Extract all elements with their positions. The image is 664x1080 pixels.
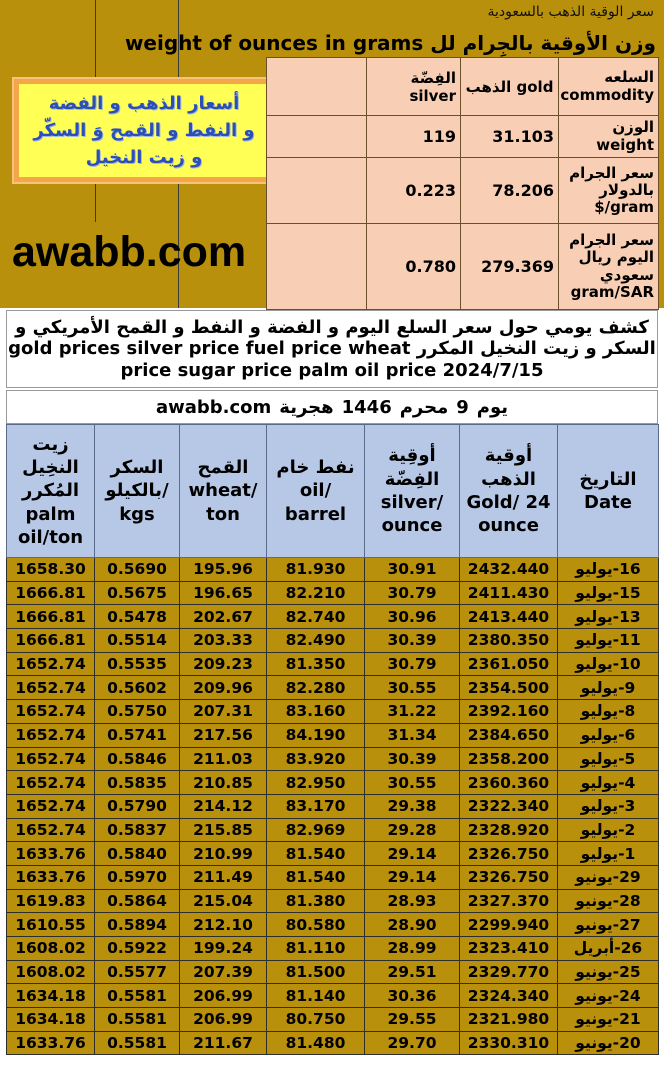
date-cell: 29-يونيو <box>558 865 659 889</box>
palm-oil-cell: 1608.02 <box>7 937 95 961</box>
wheat-cell: 215.85 <box>180 818 267 842</box>
sugar-cell: 0.5602 <box>95 676 180 700</box>
silver-weight: 119 <box>367 116 461 158</box>
oil-cell: 82.740 <box>267 605 365 629</box>
sugar-cell: 0.5581 <box>95 1031 180 1055</box>
date-cell: 13-يوليو <box>558 605 659 629</box>
silver-usd-gram: 0.223 <box>367 158 461 224</box>
sugar-cell: 0.5922 <box>95 937 180 961</box>
silver-cell: 30.91 <box>365 558 460 582</box>
oil-cell: 83.160 <box>267 700 365 724</box>
silver-header: أوقِية الفِضّة silver/ ounce <box>365 425 460 558</box>
oil-cell: 81.540 <box>267 842 365 866</box>
silver-cell: 30.79 <box>365 652 460 676</box>
oil-cell: 81.500 <box>267 960 365 984</box>
oil-cell: 82.969 <box>267 818 365 842</box>
table-row <box>7 984 659 1008</box>
hijri-month: محرم <box>399 396 449 418</box>
table-row <box>7 1031 659 1055</box>
oil-cell: 82.280 <box>267 676 365 700</box>
table-row <box>7 889 659 913</box>
table-row <box>7 818 659 842</box>
palm-oil-cell: 1666.81 <box>7 629 95 653</box>
sugar-cell: 0.5750 <box>95 700 180 724</box>
gold-sar-gram: 279.369 <box>461 224 559 310</box>
silver-cell: 28.93 <box>365 889 460 913</box>
date-cell: 25-يونيو <box>558 960 659 984</box>
date-cell: 28-يونيو <box>558 889 659 913</box>
wheat-cell: 206.99 <box>180 984 267 1008</box>
oil-cell: 83.920 <box>267 747 365 771</box>
date-cell: 15-يوليو <box>558 581 659 605</box>
gold-header: أوقية الذهب Gold/ 24 ounce <box>460 425 558 558</box>
oil-cell: 81.380 <box>267 889 365 913</box>
sugar-cell: 0.5790 <box>95 794 180 818</box>
palm-oil-cell: 1652.74 <box>7 818 95 842</box>
silver-cell: 29.28 <box>365 818 460 842</box>
gold-cell: 2324.340 <box>460 984 558 1008</box>
promo-text <box>33 90 254 171</box>
gold-cell: 2432.440 <box>460 558 558 582</box>
daily-prices-table <box>6 424 659 1055</box>
wheat-cell: 206.99 <box>180 1008 267 1032</box>
sugar-cell: 0.5535 <box>95 652 180 676</box>
palm-oil-cell: 1608.02 <box>7 960 95 984</box>
gold-cell: 2411.430 <box>460 581 558 605</box>
day-label: يوم <box>476 396 509 418</box>
oil-cell: 83.170 <box>267 794 365 818</box>
table-row <box>7 937 659 961</box>
silver-cell: 30.55 <box>365 676 460 700</box>
sar-gram-label: سعر الجرام اليوم ريال سعودي gram/SAR <box>559 224 659 310</box>
oil-cell: 81.930 <box>267 558 365 582</box>
sugar-cell: 0.5675 <box>95 581 180 605</box>
date-header: التاريخ Date <box>558 425 659 558</box>
silver-cell: 30.79 <box>365 581 460 605</box>
silver-cell: 29.38 <box>365 794 460 818</box>
sugar-cell: 0.5514 <box>95 629 180 653</box>
hijri-word: هجرية <box>279 396 334 418</box>
table-row <box>7 652 659 676</box>
date-cell: 8-يوليو <box>558 700 659 724</box>
gold-cell: 2330.310 <box>460 1031 558 1055</box>
palm-oil-cell: 1652.74 <box>7 794 95 818</box>
wheat-cell: 211.49 <box>180 865 267 889</box>
usd-gram-label: سعر الجرام بالدولار gram/$ <box>559 158 659 224</box>
sugar-cell: 0.5970 <box>95 865 180 889</box>
gold-cell: 2326.750 <box>460 842 558 866</box>
spec-row-weight <box>267 116 659 158</box>
wheat-cell: 217.56 <box>180 723 267 747</box>
gold-cell: 2299.940 <box>460 913 558 937</box>
gold-cell: 2328.920 <box>460 818 558 842</box>
wheat-header: القمح wheat/ ton <box>180 425 267 558</box>
oil-cell: 82.490 <box>267 629 365 653</box>
spec-header-row <box>267 58 659 116</box>
wheat-cell: 196.65 <box>180 581 267 605</box>
hijri-day: 9 <box>456 396 469 418</box>
empty-cell <box>267 58 367 116</box>
gold-cell: 2392.160 <box>460 700 558 724</box>
palm-oil-cell: 1652.74 <box>7 652 95 676</box>
wheat-cell: 212.10 <box>180 913 267 937</box>
sugar-cell: 0.5690 <box>95 558 180 582</box>
date-cell: 11-يوليو <box>558 629 659 653</box>
hijri-date-line <box>6 390 658 424</box>
gold-cell: 2361.050 <box>460 652 558 676</box>
wheat-cell: 214.12 <box>180 794 267 818</box>
spec-row-sar <box>267 224 659 310</box>
date-cell: 4-يوليو <box>558 771 659 795</box>
silver-cell: 30.55 <box>365 771 460 795</box>
empty-cell <box>267 224 367 310</box>
wheat-cell: 210.85 <box>180 771 267 795</box>
sugar-cell: 0.5840 <box>95 842 180 866</box>
page-title: وزن الأوقية بالجِرام لل weight of ounces in grams <box>124 31 656 55</box>
table-row <box>7 1008 659 1032</box>
date-cell: 21-يونيو <box>558 1008 659 1032</box>
commodity-header: السلعه commodity <box>559 58 659 116</box>
palm-oil-cell: 1666.81 <box>7 605 95 629</box>
silver-cell: 29.55 <box>365 1008 460 1032</box>
silver-cell: 29.14 <box>365 842 460 866</box>
hijri-year: 1446 <box>341 396 392 418</box>
prices-header-row <box>7 425 659 558</box>
page-subtitle: سعر الوقية الذهب بالسعودية <box>487 4 654 20</box>
ounce-weight-table <box>266 57 659 310</box>
table-row <box>7 865 659 889</box>
gold-cell: 2329.770 <box>460 960 558 984</box>
wheat-cell: 199.24 <box>180 937 267 961</box>
table-row <box>7 629 659 653</box>
sugar-cell: 0.5837 <box>95 818 180 842</box>
silver-cell: 30.36 <box>365 984 460 1008</box>
oil-cell: 82.210 <box>267 581 365 605</box>
palm-oil-cell: 1633.76 <box>7 842 95 866</box>
palm-oil-cell: 1652.74 <box>7 771 95 795</box>
silver-cell: 29.51 <box>365 960 460 984</box>
silver-cell: 29.14 <box>365 865 460 889</box>
palm-oil-cell: 1652.74 <box>7 676 95 700</box>
date-cell: 26-أبريل <box>558 937 659 961</box>
gold-cell: 2380.350 <box>460 629 558 653</box>
oil-cell: 84.190 <box>267 723 365 747</box>
wheat-cell: 215.04 <box>180 889 267 913</box>
date-cell: 10-يوليو <box>558 652 659 676</box>
date-cell: 5-يوليو <box>558 747 659 771</box>
sugar-cell: 0.5835 <box>95 771 180 795</box>
gold-header: الذهب gold <box>461 58 559 116</box>
silver-cell: 30.39 <box>365 747 460 771</box>
site-link[interactable]: awabb.com <box>155 396 272 418</box>
oil-cell: 81.350 <box>267 652 365 676</box>
wheat-cell: 195.96 <box>180 558 267 582</box>
palm-oil-cell: 1652.74 <box>7 723 95 747</box>
empty-cell <box>267 116 367 158</box>
wheat-cell: 209.96 <box>180 676 267 700</box>
table-row <box>7 558 659 582</box>
palm-oil-cell: 1634.18 <box>7 1008 95 1032</box>
silver-cell: 29.70 <box>365 1031 460 1055</box>
oil-cell: 80.580 <box>267 913 365 937</box>
silver-header: الفِضّة silver <box>367 58 461 116</box>
sugar-cell: 0.5864 <box>95 889 180 913</box>
wheat-cell: 202.67 <box>180 605 267 629</box>
promo-line: و النفط و القمح وَ السكّر <box>33 120 255 141</box>
gold-cell: 2322.340 <box>460 794 558 818</box>
wheat-cell: 209.23 <box>180 652 267 676</box>
table-row <box>7 794 659 818</box>
wheat-cell: 211.03 <box>180 747 267 771</box>
table-row <box>7 842 659 866</box>
date-cell: 6-يوليو <box>558 723 659 747</box>
gold-cell: 2327.370 <box>460 889 558 913</box>
sugar-header: السكر بالكيلو/ kgs <box>95 425 180 558</box>
date-cell: 9-يوليو <box>558 676 659 700</box>
promo-line: و زيت النخيل <box>85 147 203 168</box>
promo-line: أسعار الذهب و الفضة <box>48 93 240 114</box>
sugar-cell: 0.5577 <box>95 960 180 984</box>
silver-cell: 28.99 <box>365 937 460 961</box>
wheat-cell: 211.67 <box>180 1031 267 1055</box>
site-name: awabb.com <box>12 228 247 276</box>
table-row <box>7 700 659 724</box>
oil-cell: 81.480 <box>267 1031 365 1055</box>
palm-oil-cell: 1652.74 <box>7 700 95 724</box>
table-row <box>7 581 659 605</box>
prices-body <box>7 558 659 1055</box>
palm-oil-cell: 1619.83 <box>7 889 95 913</box>
sugar-cell: 0.5741 <box>95 723 180 747</box>
silver-cell: 31.34 <box>365 723 460 747</box>
date-cell: 2-يوليو <box>558 818 659 842</box>
date-cell: 3-يوليو <box>558 794 659 818</box>
palm-oil-cell: 1658.30 <box>7 558 95 582</box>
palm-oil-cell: 1652.74 <box>7 747 95 771</box>
gold-cell: 2321.980 <box>460 1008 558 1032</box>
palm-oil-cell: 1633.76 <box>7 865 95 889</box>
sugar-cell: 0.5478 <box>95 605 180 629</box>
silver-cell: 28.90 <box>365 913 460 937</box>
table-row <box>7 960 659 984</box>
wheat-cell: 207.39 <box>180 960 267 984</box>
gold-cell: 2326.750 <box>460 865 558 889</box>
table-row <box>7 771 659 795</box>
date-cell: 1-يوليو <box>558 842 659 866</box>
oil-cell: 80.750 <box>267 1008 365 1032</box>
oil-header: نفط خام oil/ barrel <box>267 425 365 558</box>
gold-cell: 2413.440 <box>460 605 558 629</box>
table-row <box>7 913 659 937</box>
wheat-cell: 207.31 <box>180 700 267 724</box>
weight-label: الوزن weight <box>559 116 659 158</box>
spec-row-usd <box>267 158 659 224</box>
gold-weight: 31.103 <box>461 116 559 158</box>
palm-oil-cell: 1666.81 <box>7 581 95 605</box>
oil-cell: 81.140 <box>267 984 365 1008</box>
oil-cell: 82.950 <box>267 771 365 795</box>
report-heading <box>6 310 658 388</box>
oil-cell: 81.110 <box>267 937 365 961</box>
sugar-cell: 0.5581 <box>95 1008 180 1032</box>
gold-cell: 2384.650 <box>460 723 558 747</box>
date-cell: 27-يونيو <box>558 913 659 937</box>
silver-sar-gram: 0.780 <box>367 224 461 310</box>
gold-cell: 2323.410 <box>460 937 558 961</box>
sugar-cell: 0.5846 <box>95 747 180 771</box>
palm-oil-cell: 1633.76 <box>7 1031 95 1055</box>
table-row <box>7 676 659 700</box>
empty-cell <box>267 158 367 224</box>
sugar-cell: 0.5581 <box>95 984 180 1008</box>
oil-cell: 81.540 <box>267 865 365 889</box>
sugar-cell: 0.5894 <box>95 913 180 937</box>
report-text: كشف يومي حول سعر السلع اليوم و الفضة و النفط و القمح الأمريكي و السكر و زيت النخيل المكرر gold prices silver price fuel price wheat price sugar price palm oil price 2024/7/15 <box>8 316 656 381</box>
palm-oil-header: زيت النخِيل المُكرر palm oil/ton <box>7 425 95 558</box>
date-cell: 16-يوليو <box>558 558 659 582</box>
table-row <box>7 723 659 747</box>
wheat-cell: 210.99 <box>180 842 267 866</box>
date-cell: 24-يونيو <box>558 984 659 1008</box>
date-cell: 20-يونيو <box>558 1031 659 1055</box>
gold-usd-gram: 78.206 <box>461 158 559 224</box>
wheat-cell: 203.33 <box>180 629 267 653</box>
palm-oil-cell: 1610.55 <box>7 913 95 937</box>
table-row <box>7 605 659 629</box>
silver-cell: 31.22 <box>365 700 460 724</box>
gold-cell: 2360.360 <box>460 771 558 795</box>
palm-oil-cell: 1634.18 <box>7 984 95 1008</box>
gold-cell: 2358.200 <box>460 747 558 771</box>
silver-cell: 30.96 <box>365 605 460 629</box>
table-row <box>7 747 659 771</box>
gold-cell: 2354.500 <box>460 676 558 700</box>
promo-box <box>14 79 274 182</box>
silver-cell: 30.39 <box>365 629 460 653</box>
